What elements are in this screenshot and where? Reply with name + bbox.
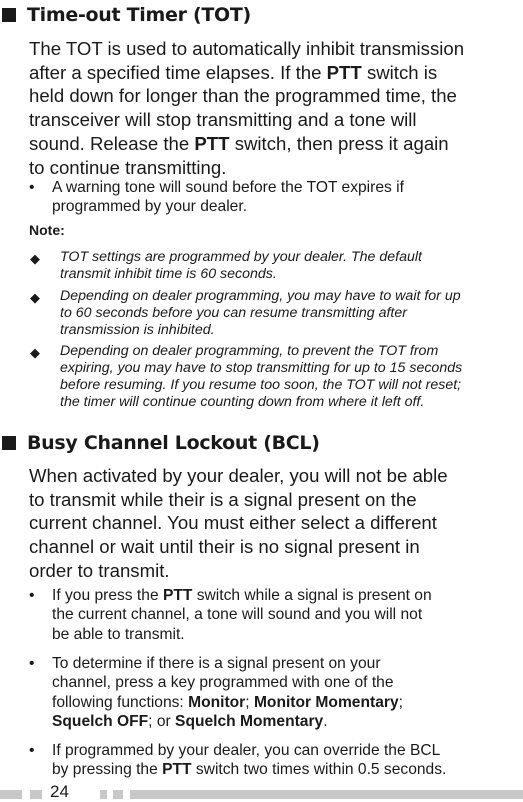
function-name: Squelch Momentary [175, 713, 324, 731]
bullet-text [52, 586, 522, 644]
ptt-label: PTT [162, 587, 193, 604]
bullet-text-run: ; or [148, 713, 176, 731]
diamond-bullet-icon: ◆ [30, 251, 40, 266]
note-label: Note: [29, 222, 65, 238]
footer-bar [0, 790, 22, 799]
note-text: Depending on dealer programming, to prevent the TOT from expiring, you may have to stop transmitting for up to 15 seconds before resuming. If you resume too soon, the TOT will not reset; the timer will continue counting down from where it left off. [60, 343, 463, 410]
note-text: Depending on dealer programming, you may have to wait for up to 60 seconds before you can resume transmitting after transmission is inhibited. [60, 288, 461, 338]
footer-bar [100, 790, 107, 799]
body-text-run: switch, then press it again to continue transmitting. [29, 132, 449, 178]
square-bullet-icon [2, 436, 16, 450]
bullet-dot-icon: • [29, 742, 35, 759]
function-name: Monitor [188, 693, 246, 711]
section-title: Busy Channel Lockout (BCL) [27, 432, 320, 454]
bullet-text-run: If programmed by your dealer, you can override the BCL by pressing the [52, 742, 441, 779]
bullet-text-run: To determine if there is a signal present on your channel, press a key programmed with one of the following functions: [52, 655, 394, 711]
square-bullet-icon [2, 8, 16, 22]
section-body-bcl: When activated by your dealer, you will not be able to transmit while their is a signal present on the current channel. You must either select a different channel or wait until their is no signal present in order to transmit. [29, 465, 448, 581]
note-text: TOT settings are programmed by your dealer. The default transmit inhibit time is 60 seconds. [60, 249, 422, 282]
bullet-text-run: If you press the [52, 587, 163, 604]
section-body-tot [29, 37, 521, 179]
section-heading-bcl [0, 432, 320, 454]
section-title: Time-out Timer (TOT) [27, 4, 251, 26]
bullet-text [52, 654, 522, 732]
bullet-text-run: . [323, 713, 328, 731]
function-name: Monitor Momentary [253, 693, 399, 711]
bullet-text-run: switch two times within 0.5 seconds. [191, 761, 447, 779]
bullet-dot-icon: • [29, 179, 35, 196]
bullet-text: A warning tone will sound before the TOT expires if programmed by your dealer. [52, 179, 404, 216]
body-text-run: The TOT is used to automatically inhibit transmission after a specified time elapses. If the [29, 38, 465, 83]
footer-bar [113, 790, 123, 799]
diamond-bullet-icon: ◆ [30, 290, 40, 305]
footer-bar [130, 790, 523, 799]
function-name: Squelch OFF [52, 713, 149, 731]
body-text-run: switch is held down for longer than the programmed time, the transceiver will stop transmitting and a tone will sound. Release the [29, 61, 457, 154]
diamond-bullet-icon: ◆ [30, 345, 40, 360]
bullet-text-run: switch while a signal is present on the current channel, a tone will sound and you will not be able to transmit. [52, 587, 432, 643]
footer-bar [30, 790, 42, 799]
bullet-dot-icon: • [29, 587, 35, 604]
page-footer [0, 782, 523, 800]
ptt-label: PTT [162, 761, 192, 779]
bullet-text [52, 741, 522, 780]
bullet-dot-icon: • [29, 655, 35, 672]
ptt-label: PTT [326, 61, 362, 83]
ptt-label: PTT [194, 132, 230, 154]
bullet-text-run: ; [245, 693, 254, 711]
section-heading-tot [0, 4, 251, 26]
page-number: 24 [50, 782, 69, 801]
bullet-text-run: ; [398, 693, 403, 711]
